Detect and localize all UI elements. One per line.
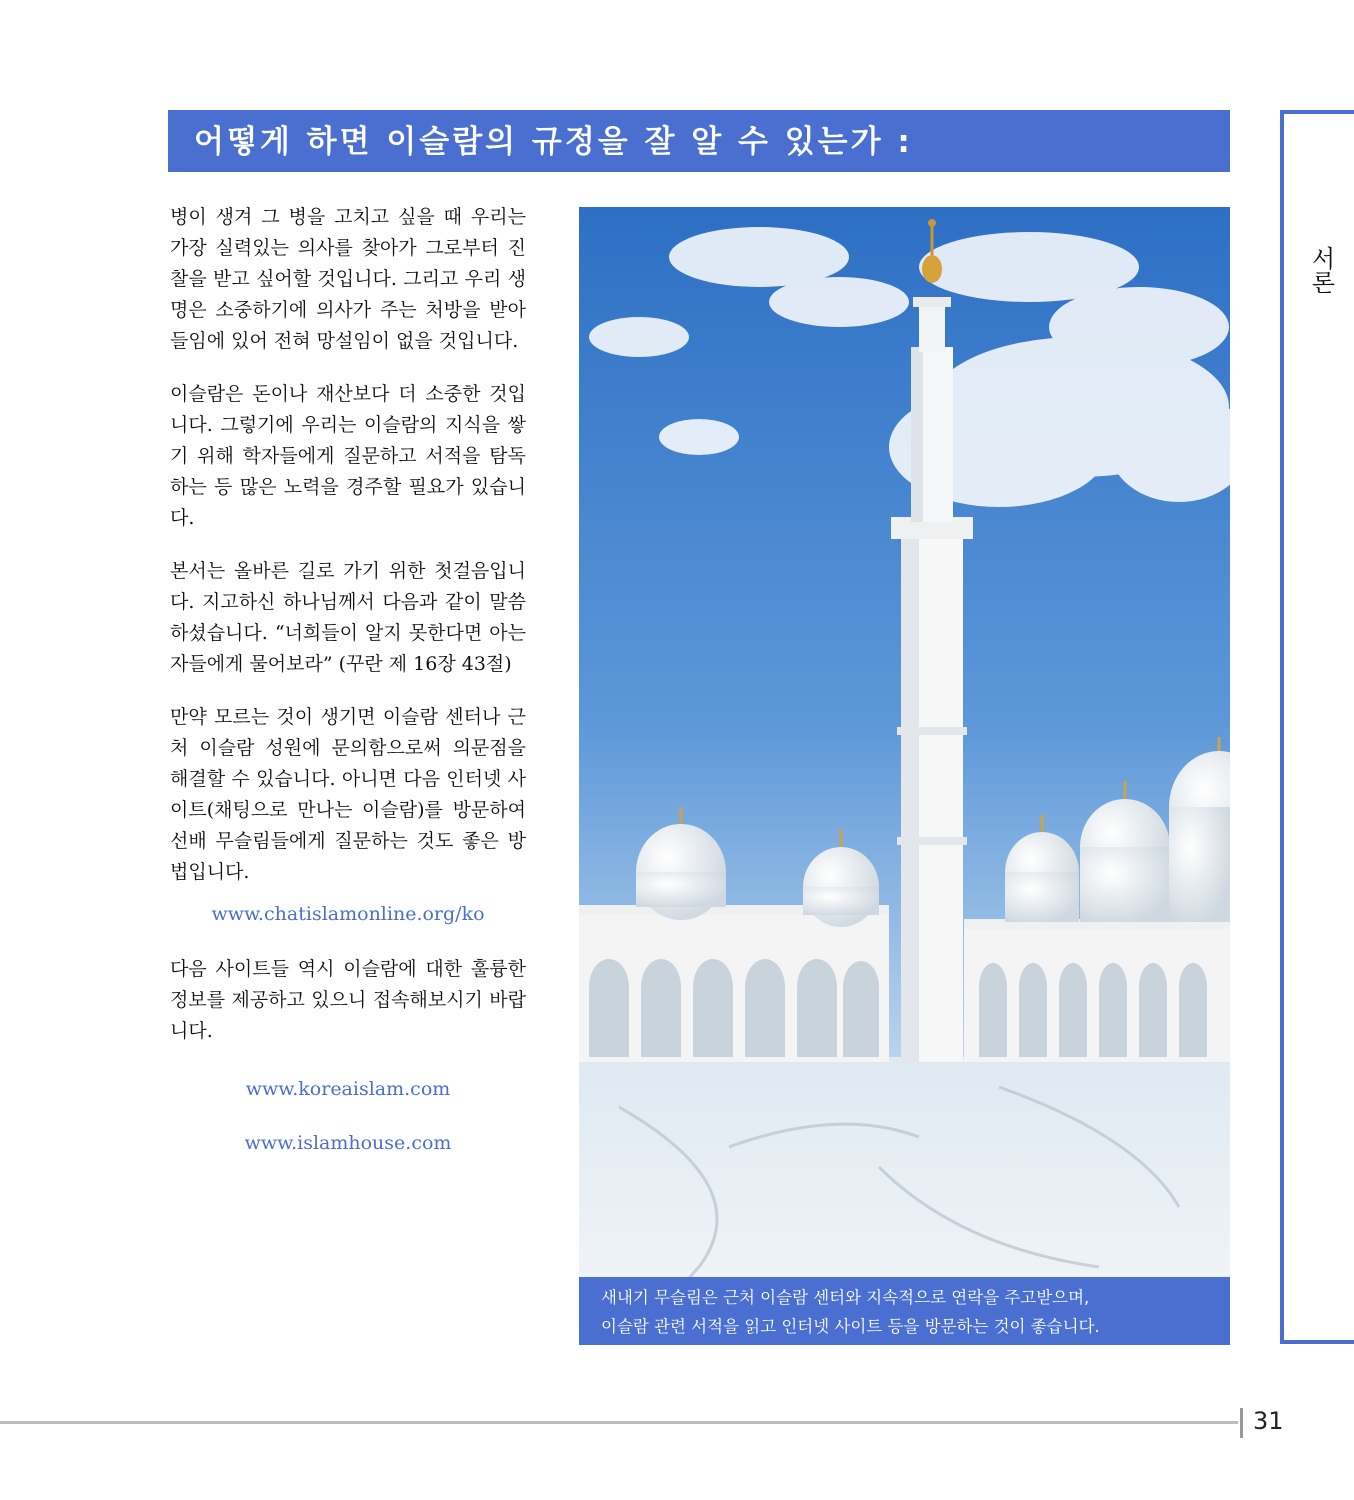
paragraph-1: 병이 생겨 그 병을 고치고 싶을 때 우리는 가장 실력있는 의사를 찾아가 그로부터 진찰을 받고 싶어할 것입니다. 그리고 우리 생명은 소중하기에 의사가 주는 처방을 받아들임에 있어 전혀 망설임이 없을 것입니다. <box>170 206 526 352</box>
footer-divider <box>1240 1408 1243 1438</box>
koreaislam-link[interactable]: www.koreaislam.com <box>245 1078 451 1100</box>
page-number: 31 <box>1253 1407 1284 1435</box>
section-tab <box>1280 110 1354 1344</box>
footer-rule <box>0 1421 1238 1424</box>
header-banner <box>168 110 1230 172</box>
paragraph-2: 이슬람은 돈이나 재산보다 더 소중한 것입니다. 그렇기에 우리는 이슬람의 지식을 쌓기 위해 학자들에게 질문하고 서적을 탐독하는 등 많은 노력을 경주할 필요가 있습니다. <box>170 383 526 529</box>
caption-line-1: 새내기 무슬림은 근처 이슬람 센터와 지속적으로 연락을 주고받으며, <box>601 1288 1090 1307</box>
section-tab-label: 서론 <box>1307 246 1335 294</box>
photo-caption <box>579 1277 1230 1345</box>
page-title: 어떻게 하면 이슬람의 규정을 잘 알 수 있는가 : <box>194 124 913 160</box>
paragraph-3: 본서는 올바른 길로 가기 위한 첫걸음입니다. 지고하신 하나님께서 다음과 같이 말씀하셨습니다. “너희들이 알지 못한다면 아는 자들에게 물어보라” (꾸란 제 16장 43절) <box>170 560 526 675</box>
chatislamonline-link[interactable]: www.chatislamonline.org/ko <box>211 903 485 925</box>
paragraph-5: 다음 사이트들 역시 이슬람에 대한 훌륭한 정보를 제공하고 있으니 접속해보시기 바랍니다. <box>170 958 526 1042</box>
mosque-illustration <box>579 207 1230 1345</box>
paragraph-4: 만약 모르는 것이 생기면 이슬람 센터나 근처 이슬람 성원에 문의함으로써 의문점을 해결할 수 있습니다. 아니면 다음 인터넷 사이트(채팅으로 만나는 이슬람)를 방문하여 선배 무슬림들에게 질문하는 것도 좋은 방법입니다. <box>170 706 526 883</box>
islamhouse-link[interactable]: www.islamhouse.com <box>244 1132 452 1154</box>
body-text-column <box>170 202 526 1155</box>
mosque-photo <box>579 207 1230 1345</box>
caption-line-2: 이슬람 관련 서적을 읽고 인터넷 사이트 등을 방문하는 것이 좋습니다. <box>601 1317 1100 1336</box>
